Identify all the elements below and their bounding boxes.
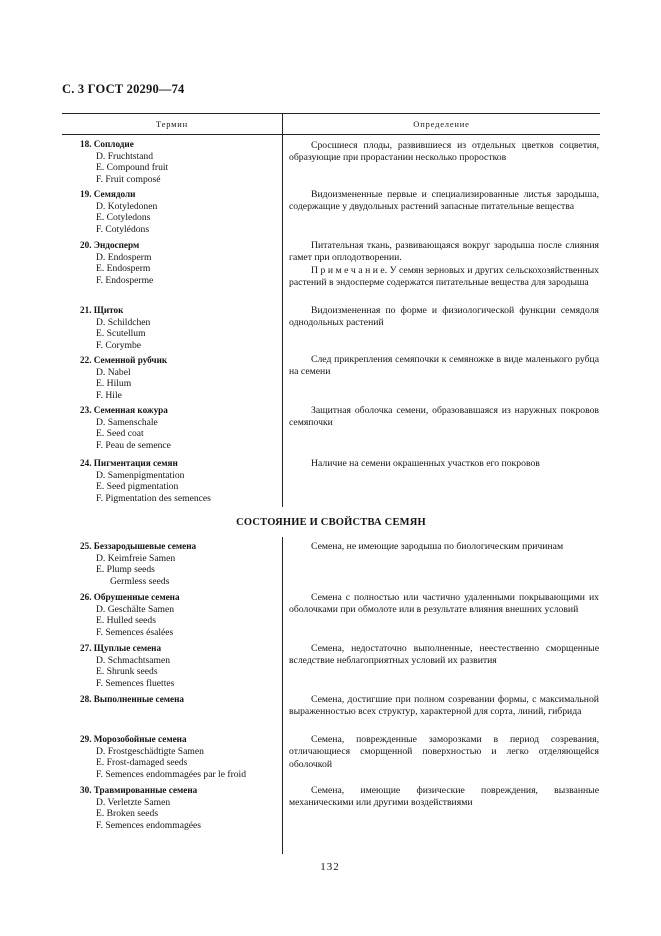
definition-28 — [289, 694, 599, 719]
term-title: 28. Выполненные семена — [80, 694, 185, 704]
term-translation-de: D. Nabel — [96, 366, 131, 378]
term-title: 29. Морозобойные семена — [80, 734, 187, 744]
definition-text: Наличие на семени окрашенных участков его покровов — [311, 458, 540, 469]
term-translation-fr: F. Semences ésalées — [96, 626, 174, 638]
term-translation-de: D. Keimfreie Samen — [96, 552, 176, 564]
term-entry-20 — [80, 240, 275, 286]
term-translation-fr: F. Corymbe — [96, 339, 142, 351]
term-title: 25. Беззародышевые семена — [80, 541, 197, 551]
term-translation-en: E. Frost-damaged seeds — [96, 757, 188, 769]
term-entry-28 — [80, 694, 275, 706]
term-translation-de: D. Schmachtsamen — [96, 654, 171, 666]
term-entry-25 — [80, 541, 275, 587]
definition-text: Семена, имеющие физические повреждения, вызванные механическими или другими воздействиями — [289, 785, 599, 809]
term-translation-fr: F. Pigmentation des semences — [96, 492, 211, 504]
term-translation-de: D. Fruchtstand — [96, 150, 154, 162]
definition-21 — [289, 305, 599, 330]
term-translation-fr: F. Semences endommagées par le froid — [96, 768, 247, 780]
definition-text: Семена, достигшие при полном созревании формы, с максимальной выраженностью всех структур, характерной для сорта, линий, гибрида — [289, 694, 599, 718]
term-translation-en: E. Shrunk seeds — [96, 666, 158, 678]
term-entry-21 — [80, 305, 275, 351]
term-translation-de: D. Verletzte Samen — [96, 796, 171, 808]
term-translation-en: E. Compound fruit — [96, 162, 169, 174]
term-translation-fr: F. Endosperme — [96, 274, 154, 286]
term-translation-de: D. Endosperm — [96, 251, 152, 263]
term-translation-de: D. Samenpigmentation — [96, 469, 185, 481]
definition-24 — [289, 458, 599, 470]
term-translation-en: E. Plump seeds — [96, 564, 155, 576]
definition-text: Видоизмененная по форме и физиологической функции семядоля однодольных растений — [289, 305, 599, 329]
definition-column-header: Определение — [413, 119, 470, 129]
term-title: 24. Пигментация семян — [80, 458, 178, 468]
term-translation-fr: F. Hile — [96, 389, 122, 401]
term-translation-fr: F. Cotylédons — [96, 223, 150, 235]
definition-20 — [289, 240, 599, 289]
term-title: 18. Соплодие — [80, 139, 134, 149]
term-translation-en-alt: Germless seeds — [110, 575, 170, 587]
term-translation-de: D. Kotyledonen — [96, 200, 158, 212]
term-entry-30 — [80, 785, 275, 831]
term-entry-27 — [80, 643, 275, 689]
definition-text: Семена, поврежденные заморозками в период созревания, отличающиеся сморщенной поверхностью и легко отделяющейся оболочкой — [289, 734, 599, 770]
definition-text: Видоизмененные первые и специализированные листья зародыша, содержащие у двудольных растений запасные питательные вещества — [289, 189, 599, 213]
term-entry-22 — [80, 355, 275, 401]
column-divider-lower — [282, 537, 283, 854]
term-entry-26 — [80, 592, 275, 638]
page-header: С. 3 ГОСТ 20290—74 — [62, 82, 185, 96]
term-translation-en: E. Endosperm — [96, 263, 151, 275]
term-title: 23. Семенная кожура — [80, 405, 168, 415]
table-header-rule — [62, 134, 600, 135]
term-translation-en: E. Scutellum — [96, 328, 146, 340]
definition-25 — [289, 541, 599, 553]
term-translation-en: E. Broken seeds — [96, 808, 159, 820]
definition-22 — [289, 354, 599, 379]
term-title: 26. Обрушенные семена — [80, 592, 180, 602]
term-translation-en: E. Hulled seeds — [96, 615, 156, 627]
definition-text: Семена, недостаточно выполненные, неестественно сморщенные вследствие неблагоприятных условий их развития — [289, 643, 599, 667]
term-translation-de: D. Geschälte Samen — [96, 603, 175, 615]
definition-text: След прикрепления семяпочки к семяножке в виде маленького рубца на семени — [289, 354, 599, 378]
definition-note: П р и м е ч а н и е. У семян зерновых и других сельскохозяйственных растений в эндосперме содержатся питательные вещества для зародыша — [289, 264, 599, 288]
page-number: 132 — [320, 861, 340, 873]
column-divider — [282, 113, 283, 507]
term-translation-de: D. Frostgeschädtigte Samen — [96, 745, 204, 757]
term-translation-de: D. Samenschale — [96, 416, 158, 428]
definition-30 — [289, 785, 599, 810]
term-title: 22. Семенной рубчик — [80, 355, 168, 365]
definition-18 — [289, 140, 599, 165]
definition-29 — [289, 734, 599, 771]
definition-23 — [289, 405, 599, 430]
term-translation-fr: F. Semences fluettes — [96, 677, 175, 689]
term-translation-fr: F. Peau de semence — [96, 439, 171, 451]
term-translation-en: E. Seed pigmentation — [96, 481, 179, 493]
definition-text: Защитная оболочка семени, образовавшаяся из наружных покровов семяпочки — [289, 405, 599, 429]
definition-text: Семена с полностью или частично удаленными покрывающими их оболочками при обмолоте или в результате влияния внешних условий — [289, 592, 599, 616]
term-title: 21. Щиток — [80, 305, 124, 315]
term-entry-29 — [80, 734, 275, 780]
definition-text: Семена, не имеющие зародыша по биологическим причинам — [311, 541, 564, 552]
term-translation-de: D. Schildchen — [96, 316, 151, 328]
section-heading: СОСТОЯНИЕ И СВОЙСТВА СЕМЯН — [236, 517, 426, 528]
term-title: 27. Щуплые семена — [80, 643, 162, 653]
term-entry-24 — [80, 458, 275, 504]
term-translation-en: E. Hilum — [96, 378, 132, 390]
term-entry-19 — [80, 189, 275, 235]
definition-text: Питательная ткань, развивающаяся вокруг зародыша после слияния гамет при оплодотворении. — [289, 240, 599, 264]
term-translation-fr: F. Semences endommagées — [96, 819, 202, 831]
term-title: 19. Семядоли — [80, 189, 136, 199]
term-entry-18 — [80, 139, 275, 185]
term-translation-en: E. Cotyledons — [96, 212, 151, 224]
term-translation-en: E. Seed coat — [96, 428, 144, 440]
definition-26 — [289, 592, 599, 617]
definition-27 — [289, 643, 599, 668]
term-title: 30. Травмированные семена — [80, 785, 198, 795]
term-translation-fr: F. Fruit composé — [96, 173, 161, 185]
definition-text: Сросшиеся плоды, развившиеся из отдельных цветков соцветия, образующие при прорастании несколько проростков — [289, 140, 599, 164]
definition-19 — [289, 189, 599, 214]
term-entry-23 — [80, 405, 275, 451]
term-title: 20. Эндосперм — [80, 240, 140, 250]
term-column-header: Термин — [155, 119, 189, 129]
table-top-rule — [62, 113, 600, 114]
